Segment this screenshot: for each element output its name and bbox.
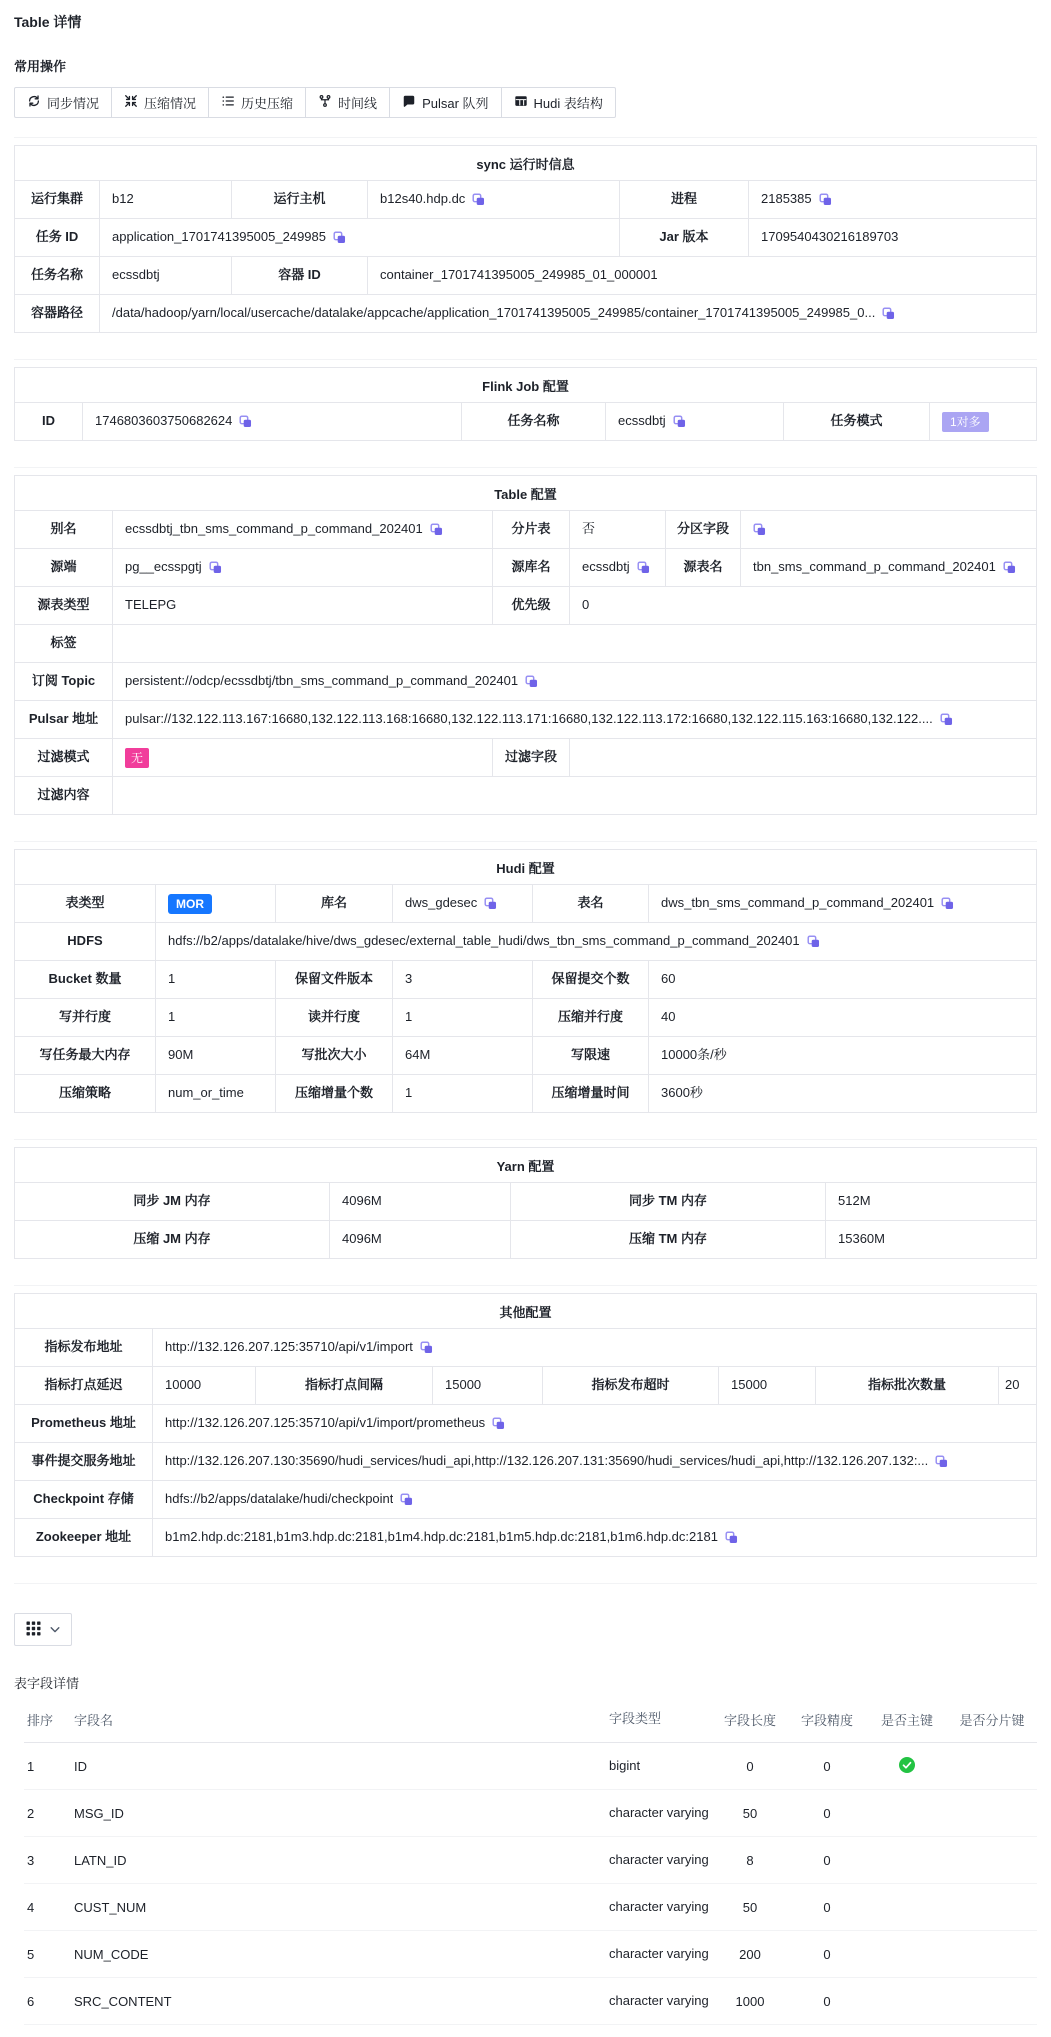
table-grid-icon <box>514 94 528 111</box>
timeline-button[interactable] <box>305 87 390 118</box>
field-precision: 0 <box>823 1899 831 1915</box>
copy-icon[interactable] <box>420 1341 433 1354</box>
write-mem-value: 90M <box>155 1037 275 1074</box>
event-service-value: http://132.126.207.130:35690/hudi_services/hudi_api,http://132.126.207.131:35690/hudi_services/hudi_api,http://132.126.207.132:... <box>152 1443 1036 1480</box>
metric-timeout-label: 指标发布超时 <box>542 1367 718 1404</box>
table-row <box>15 294 1036 332</box>
column-settings-dropdown[interactable] <box>14 1613 72 1646</box>
alias-label: 别名 <box>50 521 77 537</box>
history-compress-button[interactable] <box>208 87 306 118</box>
filter-none-badge: 无 <box>125 748 149 768</box>
button-label: 压缩情况 <box>144 96 197 111</box>
copy-icon[interactable] <box>819 193 832 206</box>
task-name-value: ecssdbtj <box>99 257 231 294</box>
sync-tm-label: 同步 TM 内存 <box>510 1183 825 1220</box>
source-table-label: 源表名 <box>665 549 740 586</box>
source-type-label: 源表类型 <box>37 597 90 613</box>
field-length: 50 <box>742 1899 758 1915</box>
flink-job-card <box>14 367 1037 441</box>
run-host-label: 运行主机 <box>231 181 367 218</box>
field-row <box>24 1884 1037 1931</box>
compact-time-label: 压缩增量时间 <box>532 1075 648 1112</box>
check-circle-icon <box>899 1757 915 1776</box>
field-name: MSG_ID <box>74 1805 124 1821</box>
prometheus-label: Prometheus 地址 <box>31 1415 136 1431</box>
field-order: 1 <box>27 1758 35 1774</box>
table-row <box>15 1220 1036 1258</box>
field-precision: 0 <box>823 1805 831 1821</box>
keep-commit-value: 60 <box>648 961 1036 998</box>
source-table-value: tbn_sms_command_p_command_202401 <box>740 549 1036 586</box>
compact-tm-label: 压缩 TM 内存 <box>510 1221 825 1258</box>
col-type: 字段类型 <box>609 1711 662 1726</box>
read-par-label: 读并行度 <box>275 999 392 1036</box>
sharded-value: 否 <box>569 511 665 548</box>
source-label: 源端 <box>50 559 77 575</box>
field-precision: 0 <box>823 1852 831 1868</box>
field-row <box>24 1790 1037 1837</box>
compact-num-value: 1 <box>392 1075 532 1112</box>
copy-icon[interactable] <box>725 1531 738 1544</box>
sync-icon <box>27 94 41 111</box>
table-row <box>15 510 1036 548</box>
prometheus-value: http://132.126.207.125:35710/api/v1/import/prometheus <box>152 1405 1036 1442</box>
table-row <box>15 884 1036 922</box>
checkpoint-label: Checkpoint 存储 <box>33 1491 134 1507</box>
field-length: 1000 <box>735 1993 765 2009</box>
col-length: 字段长度 <box>723 1712 776 1728</box>
yarn-config-title: Yarn 配置 <box>496 1158 555 1174</box>
write-mem-label: 写任务最大内存 <box>39 1047 131 1063</box>
keep-file-label: 保留文件版本 <box>275 961 392 998</box>
compact-jm-label: 压缩 JM 内存 <box>133 1231 211 1247</box>
col-name: 字段名 <box>74 1712 114 1728</box>
field-row <box>24 1931 1037 1978</box>
pulsar-address-label: Pulsar 地址 <box>28 711 99 727</box>
read-par-value: 1 <box>392 999 532 1036</box>
fields-table-header <box>24 1694 1037 1743</box>
write-limit-label: 写限速 <box>532 1037 648 1074</box>
field-name: NUM_CODE <box>74 1946 149 1962</box>
table-row <box>15 218 1036 256</box>
filter-content-value <box>112 777 1036 814</box>
table-row <box>15 1074 1036 1112</box>
sync-jm-label: 同步 JM 内存 <box>133 1193 211 1209</box>
pulsar-queue-button[interactable] <box>389 87 501 118</box>
table-row <box>15 998 1036 1036</box>
compact-num-label: 压缩增量个数 <box>275 1075 392 1112</box>
copy-icon[interactable] <box>935 1455 948 1468</box>
copy-icon[interactable] <box>637 561 650 574</box>
table-row <box>15 1182 1036 1220</box>
priority-value: 0 <box>569 587 1036 624</box>
run-cluster-label: 运行集群 <box>30 191 83 207</box>
timeline-icon <box>318 94 332 111</box>
copy-icon[interactable] <box>940 713 953 726</box>
source-db-value: ecssdbtj <box>569 549 665 586</box>
field-name: ID <box>74 1758 87 1774</box>
task-mode-label: 任务模式 <box>783 403 929 440</box>
partition-field-label: 分区字段 <box>665 511 740 548</box>
hudi-config-section <box>14 841 1037 1113</box>
field-precision: 0 <box>823 1946 831 1962</box>
table-row <box>15 402 1036 440</box>
pulsar-address-value: pulsar://132.122.113.167:16680,132.122.113.168:16680,132.122.113.171:16680,132.122.113.172:16680,132.122.115.163:16680,132.122.... <box>112 701 1036 738</box>
copy-icon[interactable] <box>400 1493 413 1506</box>
task-name-label: 任务名称 <box>30 267 83 283</box>
filter-mode-label: 过滤模式 <box>37 749 90 765</box>
flink-job-title: Flink Job 配置 <box>482 378 569 394</box>
field-row <box>24 1978 1037 2025</box>
table-row <box>15 922 1036 960</box>
field-order: 4 <box>27 1899 35 1915</box>
table-config-title: Table 配置 <box>494 486 557 502</box>
priority-label: 优先级 <box>492 587 569 624</box>
copy-icon[interactable] <box>753 523 766 536</box>
hdfs-label: HDFS <box>67 933 103 949</box>
field-type: character varying <box>609 1805 709 1821</box>
metric-delay-value: 10000 <box>152 1367 255 1404</box>
metric-batch-label: 指标批次数量 <box>815 1367 998 1404</box>
table-row <box>15 624 1036 662</box>
copy-icon[interactable] <box>472 193 485 206</box>
compact-par-label: 压缩并行度 <box>532 999 648 1036</box>
table-row <box>15 1442 1036 1480</box>
col-precision: 字段精度 <box>800 1712 853 1728</box>
field-type: character varying <box>609 1946 709 1962</box>
fields-section <box>14 1583 1037 2025</box>
topic-label: 订阅 Topic <box>31 673 96 689</box>
filter-mode-value <box>112 739 492 776</box>
hudi-table-label: 表名 <box>532 885 648 922</box>
table-row <box>15 1404 1036 1442</box>
button-label: 历史压缩 <box>241 96 294 111</box>
container-path-value: /data/hadoop/yarn/local/usercache/datalake/appcache/application_1701741395005_249985/container_1701741395005_249985_0... <box>99 295 1036 332</box>
sync-info-card <box>14 145 1037 333</box>
button-label: 时间线 <box>338 96 378 111</box>
table-row <box>15 776 1036 814</box>
container-id-value: container_1701741395005_249985_01_000001 <box>367 257 1036 294</box>
field-type: character varying <box>609 1899 709 1915</box>
copy-icon[interactable] <box>673 415 686 428</box>
compact-tm-value: 15360M <box>825 1221 1036 1258</box>
compress-icon <box>124 94 138 111</box>
field-order: 5 <box>27 1946 35 1962</box>
process-label: 进程 <box>619 181 748 218</box>
table-row <box>15 586 1036 624</box>
keep-commit-label: 保留提交个数 <box>532 961 648 998</box>
metric-interval-label: 指标打点间隔 <box>255 1367 432 1404</box>
sync-info-title: sync 运行时信息 <box>476 156 575 172</box>
table-row <box>15 662 1036 700</box>
field-order: 3 <box>27 1852 35 1868</box>
filter-content-label: 过滤内容 <box>37 787 90 803</box>
filter-field-label: 过滤字段 <box>492 739 569 776</box>
jar-version-label: Jar 版本 <box>619 219 748 256</box>
table-row <box>15 180 1036 218</box>
table-row <box>15 256 1036 294</box>
metric-batch-value: 20 <box>998 1367 1036 1404</box>
topic-value: persistent://odcp/ecssdbtj/tbn_sms_command_p_command_202401 <box>112 663 1036 700</box>
filter-field-value <box>569 739 1036 776</box>
copy-icon[interactable] <box>525 675 538 688</box>
field-order: 6 <box>27 1993 35 2009</box>
common-ops-button-group <box>14 87 616 118</box>
compact-policy-value: num_or_time <box>155 1075 275 1112</box>
compact-policy-label: 压缩策略 <box>58 1085 111 1101</box>
table-row <box>15 548 1036 586</box>
field-primary <box>867 1757 947 1776</box>
table-row <box>15 1518 1036 1556</box>
bucket-label: Bucket 数量 <box>48 971 122 987</box>
table-row <box>15 700 1036 738</box>
metric-delay-label: 指标打点延迟 <box>44 1377 123 1393</box>
hudi-config-card <box>14 849 1037 1113</box>
field-type: bigint <box>609 1758 641 1774</box>
table-row <box>15 1366 1036 1404</box>
field-precision: 0 <box>823 1993 831 2009</box>
checkpoint-value: hdfs://b2/apps/datalake/hudi/checkpoint <box>152 1481 1036 1518</box>
run-host-value: b12s40.hdp.dc <box>367 181 619 218</box>
sync-status-button[interactable] <box>14 87 112 118</box>
copy-icon[interactable] <box>333 231 346 244</box>
task-mode-value <box>929 403 1036 440</box>
field-row <box>24 1743 1037 1790</box>
button-label: 同步情况 <box>47 96 100 111</box>
field-order: 2 <box>27 1805 35 1821</box>
col-order: 排序 <box>27 1712 54 1728</box>
metric-timeout-value: 15000 <box>718 1367 815 1404</box>
tags-value <box>112 625 1036 662</box>
field-length: 50 <box>742 1805 758 1821</box>
table-row <box>15 1328 1036 1366</box>
field-length: 0 <box>746 1758 754 1774</box>
write-limit-value: 10000条/秒 <box>648 1037 1036 1074</box>
partition-field-value <box>740 511 1036 548</box>
hudi-table-value: dws_tbn_sms_command_p_command_202401 <box>648 885 1036 922</box>
source-db-label: 源库名 <box>492 549 569 586</box>
copy-icon[interactable] <box>807 935 820 948</box>
table-detail-page <box>0 12 1051 2025</box>
copy-icon[interactable] <box>239 415 252 428</box>
sync-jm-value: 4096M <box>329 1183 510 1220</box>
table-row <box>15 1480 1036 1518</box>
compress-status-button[interactable] <box>111 87 209 118</box>
table-row <box>15 960 1036 998</box>
field-name: LATN_ID <box>74 1852 127 1868</box>
zookeeper-value: b1m2.hdp.dc:2181,b1m3.hdp.dc:2181,b1m4.hdp.dc:2181,b1m5.hdp.dc:2181,b1m6.hdp.dc:2181 <box>152 1519 1036 1556</box>
copy-icon[interactable] <box>941 897 954 910</box>
write-batch-label: 写批次大小 <box>275 1037 392 1074</box>
yarn-config-card <box>14 1147 1037 1259</box>
field-type: character varying <box>609 1852 709 1868</box>
flink-id-label: ID <box>42 413 55 429</box>
apps-grid-icon <box>26 1621 41 1639</box>
bucket-value: 1 <box>155 961 275 998</box>
mor-badge: MOR <box>168 894 212 914</box>
write-par-label: 写并行度 <box>58 1009 111 1025</box>
table-row <box>15 738 1036 776</box>
field-length: 8 <box>746 1852 754 1868</box>
copy-icon[interactable] <box>492 1417 505 1430</box>
fields-title: 表字段详情 <box>14 1676 80 1691</box>
hdfs-value: hdfs://b2/apps/datalake/hive/dws_gdesec/external_table_hudi/dws_tbn_sms_command_p_command_202401 <box>155 923 1036 960</box>
copy-icon[interactable] <box>209 561 222 574</box>
other-config-title: 其他配置 <box>499 1304 552 1320</box>
copy-icon[interactable] <box>1003 561 1016 574</box>
write-par-value: 1 <box>155 999 275 1036</box>
other-config-card <box>14 1293 1037 1557</box>
jar-version-value: 1709540430216189703 <box>748 219 1036 256</box>
button-label: Pulsar 队列 <box>422 96 489 111</box>
col-primary: 是否主键 <box>880 1712 933 1728</box>
hudi-config-title: Hudi 配置 <box>496 860 555 876</box>
metric-pub-label: 指标发布地址 <box>44 1339 123 1355</box>
source-type-value: TELEPG <box>112 587 492 624</box>
process-value: 2185385 <box>748 181 1036 218</box>
table-row <box>15 1036 1036 1074</box>
field-length: 200 <box>739 1946 761 1962</box>
compact-time-value: 3600秒 <box>648 1075 1036 1112</box>
task-id-label: 任务 ID <box>35 229 79 245</box>
field-name: CUST_NUM <box>74 1899 147 1915</box>
field-name: SRC_CONTENT <box>74 1993 172 2009</box>
compact-jm-value: 4096M <box>329 1221 510 1258</box>
message-icon <box>402 94 416 111</box>
other-config-section <box>14 1285 1037 1557</box>
field-row <box>24 1837 1037 1884</box>
zookeeper-label: Zookeeper 地址 <box>35 1529 132 1545</box>
copy-icon[interactable] <box>430 523 443 536</box>
page-title: Table 详情 <box>14 14 82 30</box>
flink-id-value: 1746803603750682624 <box>82 403 461 440</box>
source-value: pg__ecsspgtj <box>112 549 492 586</box>
table-config-section <box>14 467 1037 815</box>
alias-value: ecssdbtj_tbn_sms_command_p_command_202401 <box>112 511 492 548</box>
common-ops-label: 常用操作 <box>14 59 67 74</box>
table-type-label: 表类型 <box>65 895 105 911</box>
field-precision: 0 <box>823 1758 831 1774</box>
hudi-db-label: 库名 <box>275 885 392 922</box>
container-id-label: 容器 ID <box>231 257 367 294</box>
hudi-schema-button[interactable] <box>501 87 616 118</box>
copy-icon[interactable] <box>484 897 497 910</box>
field-type: character varying <box>609 1993 709 2009</box>
event-service-label: 事件提交服务地址 <box>31 1453 136 1469</box>
one-to-many-badge: 1对多 <box>942 412 989 432</box>
fields-table <box>14 1694 1037 2025</box>
compact-par-value: 40 <box>648 999 1036 1036</box>
task-id-value: application_1701741395005_249985 <box>99 219 619 256</box>
metric-interval-value: 15000 <box>432 1367 542 1404</box>
table-config-card <box>14 475 1037 815</box>
tags-label: 标签 <box>50 635 77 651</box>
yarn-config-section <box>14 1139 1037 1259</box>
sync-info-section <box>14 137 1037 333</box>
table-type-value <box>155 885 275 922</box>
keep-file-value: 3 <box>392 961 532 998</box>
metric-pub-value: http://132.126.207.125:35710/api/v1/import <box>152 1329 1036 1366</box>
container-path-label: 容器路径 <box>30 305 83 321</box>
flink-task-name-value: ecssdbtj <box>605 403 783 440</box>
sharded-label: 分片表 <box>492 511 569 548</box>
write-batch-value: 64M <box>392 1037 532 1074</box>
run-cluster-value: b12 <box>99 181 231 218</box>
button-label: Hudi 表结构 <box>533 96 603 111</box>
copy-icon[interactable] <box>882 307 895 320</box>
flink-task-name-label: 任务名称 <box>461 403 605 440</box>
col-shard: 是否分片键 <box>959 1712 1025 1728</box>
sync-tm-value: 512M <box>825 1183 1036 1220</box>
flink-job-section <box>14 359 1037 441</box>
history-list-icon <box>221 94 235 111</box>
hudi-db-value: dws_gdesec <box>392 885 532 922</box>
chevron-down-icon <box>50 1622 60 1637</box>
